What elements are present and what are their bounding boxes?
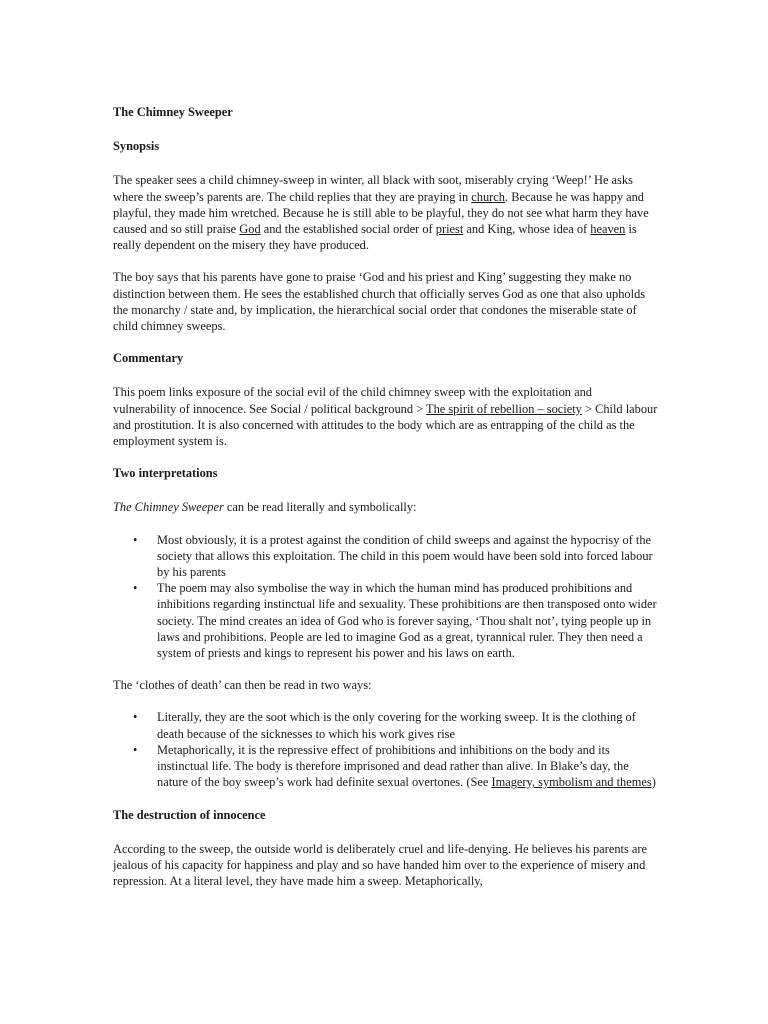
bullet-icon: • <box>133 581 138 596</box>
clothes-of-death-list <box>113 709 658 790</box>
heaven-link[interactable]: heaven <box>590 222 626 237</box>
destruction-heading: The destruction of innocence <box>113 807 266 822</box>
list-item: • Literally, they are the soot which is the only covering for the working sweep. It is the clothing of death because of the sicknesses to which his work gives rise <box>133 710 636 741</box>
priest-link[interactable]: priest <box>435 222 464 237</box>
interpretations-intro: The Chimney Sweeper can be read literally and symbolically: <box>113 500 417 515</box>
bullet-icon: • <box>133 710 138 725</box>
god-link[interactable]: God <box>239 222 261 237</box>
church-link[interactable]: church <box>471 189 505 204</box>
destruction-paragraph: According to the sweep, the outside world is deliberately cruel and life-denying. He believes his parents are jealous of his capacity for happiness and play and so have handed him over to the experience of misery and repression. At a literal level, they have made him a sweep. Metaphorically, <box>113 841 647 889</box>
synopsis-heading: Synopsis <box>113 139 160 154</box>
bullet-icon: • <box>133 532 138 547</box>
synopsis-paragraph-1: The speaker sees a child chimney-sweep in winter, all black with soot, miserably crying ‘Weep!’ He asks where the sweep’s parents are. The child replies that they are praying in church. Because he was happy and playful, they made him wretched. Because he is still able to be playful, they do not see what harm they have caused and so still praise God and the established social order of priest and King, whose idea of heaven is really dependent on the misery they have produced. <box>113 173 649 253</box>
spirit-of-rebellion-link[interactable]: The spirit of rebellion – society <box>426 401 582 416</box>
commentary-heading: Commentary <box>113 351 184 366</box>
clothes-of-death-intro: The ‘clothes of death’ can then be read in two ways: <box>113 678 372 693</box>
bullet-icon: • <box>133 742 138 757</box>
list-item: • Most obviously, it is a protest against the condition of child sweeps and against the hypocrisy of the society that allows this exploitation. The child in this poem would have been sold into forced labour by his parents <box>133 532 653 580</box>
list-item: • Metaphorically, it is the repressive effect of prohibitions and inhibitions on the body and its instinctual life. The body is therefore imprisoned and dead rather than alive. In Blake’s day, the nature of the boy sweep’s work had definite sexual overtones. (See Imagery, symbolism and themes) <box>133 742 656 790</box>
document-title: The Chimney Sweeper <box>113 105 233 119</box>
interpretations-list <box>113 532 658 662</box>
imagery-symbolism-link[interactable]: Imagery, symbolism and themes <box>491 775 652 790</box>
document-page <box>113 104 658 905</box>
interpretations-heading: Two interpretations <box>113 466 218 481</box>
commentary-paragraph: This poem links exposure of the social evil of the child chimney sweep with the exploitation and vulnerability of innocence. See Social / political background > The spirit of rebellion – society > Child labour and prostitution. It is also concerned with attitudes to the body which are as entrapping of the child as the employment system is. <box>113 385 658 449</box>
list-item: • The poem may also symbolise the way in which the human mind has produced prohibitions and inhibitions regarding instinctual life and sexuality. These prohibitions are then transposed onto wider society. The mind creates an idea of God who is forever saying, ‘Thou shalt not’, tying people up in laws and prohibitions. People are led to imagine God as a great, tyrannical ruler. They then need a system of priests and kings to represent his power and his laws on earth. <box>133 581 657 661</box>
synopsis-paragraph-2: The boy says that his parents have gone to praise ‘God and his priest and King’ suggesting they make no distinction between them. He sees the established church that officially serves God as one that also upholds the monarchy / state and, by implication, the hierarchical social order that condones the miserable state of child chimney sweeps. <box>113 270 646 334</box>
